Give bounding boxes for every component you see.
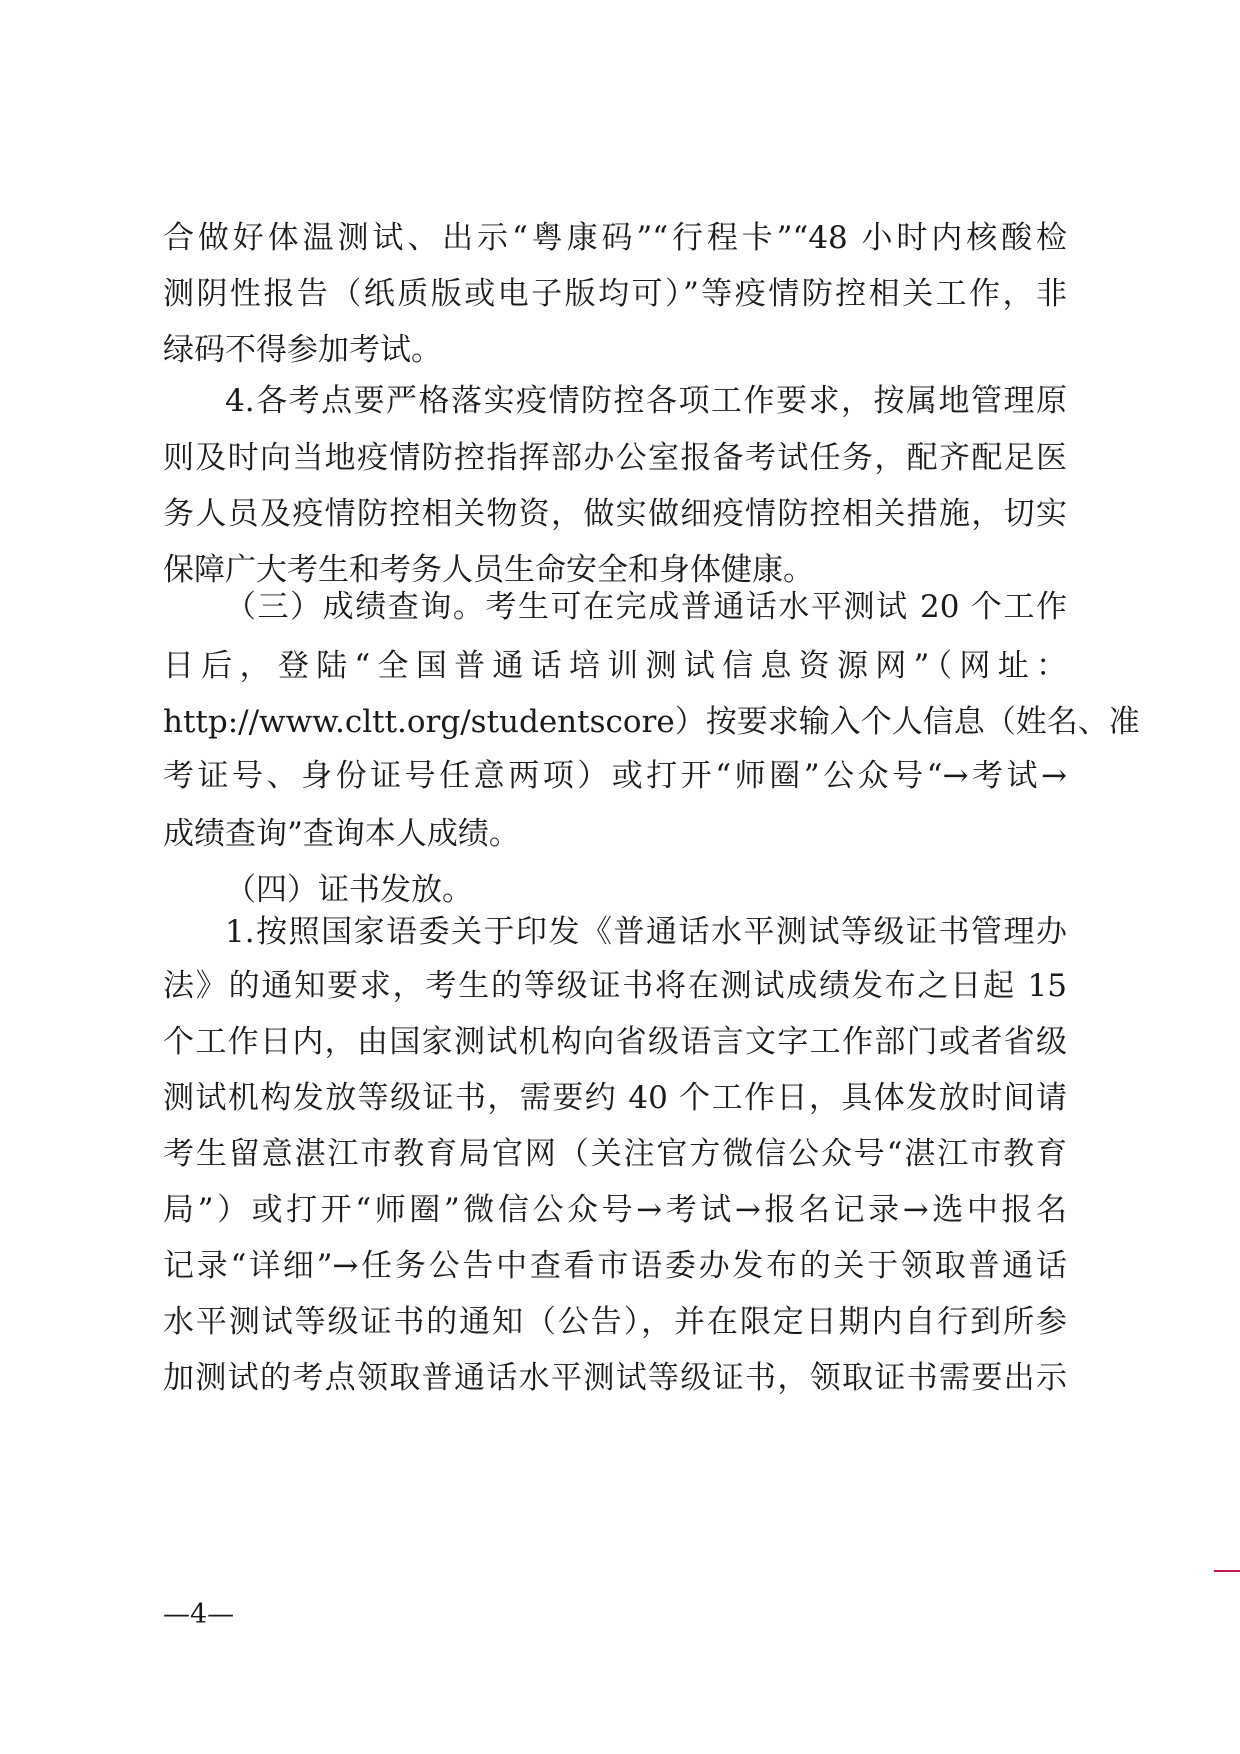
paragraph-line: 考证号、身份证号任意两项）或打开“师圈”公众号“→考试→: [163, 758, 1067, 794]
edge-mark: [1214, 1570, 1240, 1572]
section-heading-line: （三）成绩查询。考生可在完成普通话水平测试 20 个工作: [225, 589, 1067, 625]
paragraph-line: 合做好体温测试、出示“粤康码”“行程卡”“48 小时内核酸检: [163, 220, 1067, 256]
paragraph-line: 则及时向当地疫情防控指挥部办公室报备考试任务，配齐配足医: [163, 440, 1067, 476]
paragraph-line: 个工作日内，由国家测试机构向省级语言文字工作部门或者省级: [163, 1024, 1067, 1060]
section-heading-line: （四）证书发放。: [225, 872, 473, 908]
paragraph-line: 1.按照国家语委关于印发《普通话水平测试等级证书管理办: [225, 914, 1067, 950]
paragraph-line: 水平测试等级证书的通知（公告），并在限定日期内自行到所参: [163, 1304, 1067, 1340]
paragraph-line: 局”）或打开“师圈”微信公众号→考试→报名记录→选中报名: [163, 1192, 1067, 1228]
paragraph-line: 绿码不得参加考试。: [163, 332, 442, 368]
paragraph-line: 日后，登陆“全国普通话培训测试信息资源网”（网址：: [163, 648, 1067, 684]
paragraph-line: 记录“详细”→任务公告中查看市语委办发布的关于领取普通话: [163, 1248, 1067, 1284]
paragraph-line: 测阴性报告（纸质版或电子版均可）”等疫情防控相关工作，非: [163, 276, 1067, 312]
paragraph-line: 保障广大考生和考务人员生命安全和身体健康。: [163, 552, 814, 588]
paragraph-line: 加测试的考点领取普通话水平测试等级证书，领取证书需要出示: [163, 1360, 1067, 1396]
paragraph-line: 考生留意湛江市教育局官网（关注官方微信公众号“湛江市教育: [163, 1136, 1067, 1172]
page-number: —4—: [163, 1599, 235, 1630]
paragraph-line: 测试机构发放等级证书，需要约 40 个工作日，具体发放时间请: [163, 1080, 1067, 1116]
paragraph-line: 成绩查询”查询本人成绩。: [163, 816, 520, 852]
paragraph-line: 务人员及疫情防控相关物资，做实做细疫情防控相关措施，切实: [163, 496, 1067, 532]
paragraph-line: 4.各考点要严格落实疫情防控各项工作要求，按属地管理原: [225, 383, 1067, 419]
paragraph-line: 法》的通知要求，考生的等级证书将在测试成绩发布之日起 15: [163, 968, 1067, 1004]
url-line: http://www.cltt.org/studentscore）按要求输入个人信息（姓名、准: [163, 704, 1140, 740]
